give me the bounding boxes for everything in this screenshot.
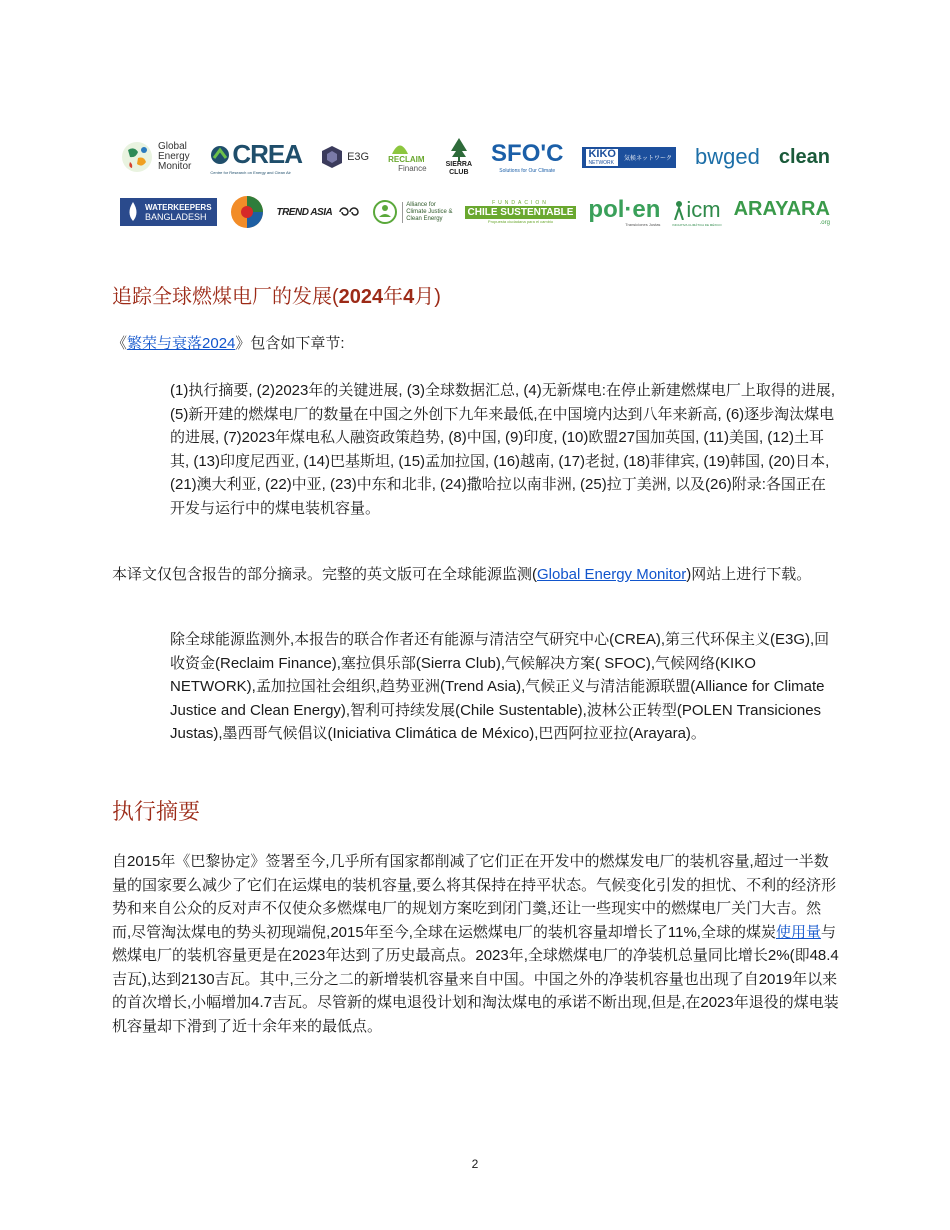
trendasia-name: TREND ASIA bbox=[276, 206, 333, 218]
bwged-name: bwged bbox=[694, 144, 760, 169]
title-mid: 年 bbox=[383, 286, 404, 308]
coauthors-paragraph: 除全球能源监测外,本报告的联合作者还有能源与清洁空气研究中心(CREA),第三代环保主义(E3G),回收资金(Reclaim Finance),塞拉俱乐部(Sierra Club),气候解决方案( SFOC),气候网络(KIKO NETWORK),孟加拉国社会组织,趋势亚洲(Trend Asia),气候正义与清洁能源联盟(Alliance for Climate Justice and Clean Energy),智利可持续发展(Chile Sustentable),波林公正转型(POLEN Transiciones Justas),墨西哥气候倡议(Iniciativa Climática de México),巴西阿拉亚拉(Arayara)。 bbox=[170, 631, 830, 742]
trend-asia-logo bbox=[276, 204, 360, 220]
reclaim-leaf-icon bbox=[388, 141, 412, 155]
partner-logos-row-1 bbox=[120, 132, 830, 182]
clean-name: clean bbox=[778, 145, 830, 168]
alliance-line1: Alliance for bbox=[406, 201, 436, 208]
executive-summary-paragraph bbox=[112, 850, 840, 1038]
icm-name: icm bbox=[686, 197, 721, 222]
page-title bbox=[112, 280, 441, 309]
kiko-network-logo bbox=[582, 147, 676, 168]
icm-logo bbox=[672, 197, 721, 227]
colorful-circle-icon bbox=[229, 194, 265, 230]
exec-suffix: 与燃煤电厂的装机容量更是在2023年达到了历史最高点。2023年,全球燃煤电厂的净装机总量同比增长2%(即48.4吉瓦),达到2130吉瓦。其中,三分之二的新增装机容量来自中国。中国之外的净装机容量也出现了自2019年以来的首次增长,小幅增加4.7吉瓦。尽管新的煤电退役计划和淘汰煤电的承诺不断出现,但是,在2023年退役的煤电装机容量却下滑到了近十余年来的最低点。 bbox=[112, 923, 839, 1035]
chile-name: CHILE SUSTENTABLE bbox=[465, 206, 577, 219]
crea-logo bbox=[210, 139, 302, 175]
kiko-sub: NETWORK bbox=[588, 159, 614, 166]
intro-suffix: 》包含如下章节: bbox=[235, 335, 345, 352]
clean-logo bbox=[779, 146, 830, 169]
chile-sustentable-logo bbox=[465, 200, 577, 224]
kiko-name: KIKO bbox=[588, 147, 616, 160]
sierra-line2: CLUB bbox=[449, 169, 469, 176]
intro-line bbox=[112, 332, 832, 356]
spiral-icon bbox=[336, 204, 360, 220]
reclaim-line1: RECLAIM bbox=[388, 155, 425, 164]
executive-summary-heading: 执行摘要 bbox=[112, 799, 201, 824]
translation-suffix: )网站上进行下载。 bbox=[686, 566, 812, 583]
reclaim-finance-logo bbox=[388, 141, 426, 173]
page-number: 2 bbox=[471, 1157, 479, 1171]
globe-icon bbox=[120, 140, 154, 174]
sierra-line1: SIERRA bbox=[445, 161, 473, 168]
gem-line1: Global bbox=[158, 141, 187, 152]
title-prefix: 追踪全球燃煤电厂的发展( bbox=[112, 286, 339, 308]
polen-logo bbox=[588, 195, 661, 227]
person-icon bbox=[673, 200, 685, 220]
title-suffix: 月) bbox=[414, 286, 441, 308]
alliance-climate-justice-logo bbox=[372, 199, 452, 225]
gem-website-link[interactable]: Global Energy Monitor bbox=[537, 566, 687, 583]
waterkeepers-line2: BANGLADESH bbox=[145, 211, 207, 222]
intro-prefix: 《 bbox=[112, 335, 128, 352]
gem-line3: Monitor bbox=[158, 161, 192, 172]
sfoc-name: SFO'C bbox=[491, 140, 564, 167]
sierra-club-logo bbox=[446, 137, 472, 177]
e3g-logo bbox=[321, 145, 369, 169]
kiko-jp: 気候ネットワーク bbox=[623, 155, 672, 162]
gem-line2: Energy bbox=[158, 151, 190, 162]
tree-icon bbox=[448, 137, 470, 161]
crea-sub: Centre for Research on Energy and Clean Air bbox=[210, 170, 291, 175]
chile-sub: Propuesta ciudadana para el cambio bbox=[487, 219, 554, 224]
report-link[interactable]: 繁荣与衰落2024 bbox=[127, 335, 236, 352]
partner-logos-row-2 bbox=[120, 190, 830, 234]
waterkeepers-line1: WATERKEEPERS bbox=[145, 202, 212, 212]
arayara-logo bbox=[734, 198, 830, 226]
waterkeepers-bangladesh-logo bbox=[120, 198, 217, 226]
polen-name: pol·en bbox=[588, 195, 661, 223]
icm-sub: INICIATIVA CLIMÁTICA DE MÉXICO bbox=[672, 223, 722, 227]
e3g-hex-icon bbox=[321, 145, 343, 169]
title-year: 2024 bbox=[338, 286, 384, 308]
water-drop-icon bbox=[125, 201, 141, 223]
crea-name: CREA bbox=[232, 139, 303, 169]
translation-prefix: 本译文仅包含报告的部分摘录。完整的英文版可在全球能源监测( bbox=[112, 566, 537, 583]
sfoc-sub: Solutions for Our Climate bbox=[499, 168, 556, 174]
chapters-paragraph: (1)执行摘要, (2)2023年的关键进展, (3)全球数据汇总, (4)无新煤电:在停止新建燃煤电厂上取得的进展, (5)新开建的燃煤电厂的数量在中国之外创下九年来最低,在中国境内达到八年来新高, (6)逐步淘汰煤电的进展, (7)2023年煤电私人融资政策趋势, (8)中国, (9)印度, (10)欧盟27国加英国, (11)美国, (12)土耳其, (13)印度尼西亚, (14)巴基斯坦, (15)孟加拉国, (16)越南, (17)老挝, (18)菲律宾, (19)韩国, (20)日本, (21)澳大利亚, (22)中亚, (23)中东和北非, (24)撒哈拉以南非洲, (25)拉丁美洲, 以及(26)附录:各国正在开发与运行中的煤电装机容量。 bbox=[170, 382, 836, 517]
alliance-line2: Climate Justice & bbox=[406, 208, 453, 215]
hands-icon bbox=[372, 199, 398, 225]
arayara-name: ARAYARA bbox=[733, 198, 830, 220]
crea-mark-icon bbox=[210, 145, 230, 165]
translation-note bbox=[112, 563, 840, 587]
global-energy-monitor-logo bbox=[120, 140, 191, 174]
e3g-name: E3G bbox=[347, 151, 370, 163]
polen-sub: Transiciones Justas bbox=[625, 221, 661, 227]
title-month: 4 bbox=[403, 286, 415, 308]
usage-link[interactable]: 使用量 bbox=[775, 923, 821, 941]
bwged-logo bbox=[695, 144, 760, 170]
community-logo bbox=[229, 194, 265, 230]
chile-top: FUNDACION bbox=[492, 200, 549, 206]
arayara-sub: .org bbox=[819, 220, 830, 226]
sfoc-logo bbox=[491, 140, 563, 174]
exec-prefix: 自2015年《巴黎协定》签署至今,几乎所有国家都削减了它们正在开发中的燃煤发电厂的装机容量,超过一半数量的国家要么减少了它们在运煤电的装机容量,要么将其保持在持平状态。气候变化引发的担忧、不利的经济形势和来自公众的反对声不仅使众多燃煤电厂的规划方案吃到闭门羹,还让一些现实中的燃煤电厂关门大吉。然而,尽管淘汰煤电的势头初现端倪,2015年至今,全球在运燃煤电厂的装机容量却增长了11%,全球的煤炭 bbox=[112, 853, 837, 941]
reclaim-line2: Finance bbox=[398, 164, 427, 173]
alliance-line3: Clean Energy bbox=[406, 215, 443, 222]
